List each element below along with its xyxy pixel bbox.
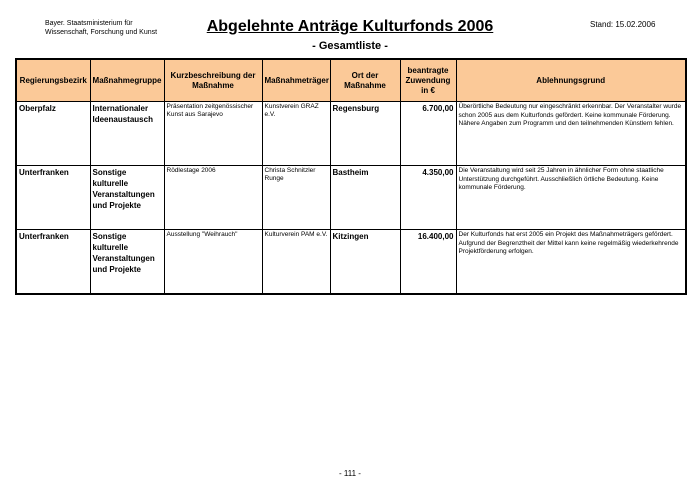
cell-bezirk: Oberpfalz xyxy=(16,102,90,166)
column-header-traeger: Maßnahmeträger xyxy=(262,59,330,102)
table-row xyxy=(16,102,686,166)
ministry-line-1: Bayer. Staatsministerium für xyxy=(45,20,133,27)
column-header-gruppe: Maßnahmegruppe xyxy=(90,59,164,102)
column-header-bezirk: Regierungsbezirk xyxy=(16,59,90,102)
cell-zuwendung: 16.400,00 xyxy=(400,230,456,295)
cell-traeger: Christa Schnitzler Runge xyxy=(262,166,330,230)
cell-gruppe: Sonstige kulturelle Veranstaltungen und Projekte xyxy=(90,166,164,230)
cell-gruppe: Sonstige kulturelle Veranstaltungen und Projekte xyxy=(90,230,164,295)
document-subtitle: - Gesamtliste - xyxy=(312,40,388,52)
cell-beschreibung: Ausstellung "Weihrauch" xyxy=(164,230,262,295)
column-header-grund: Ablehnungsgrund xyxy=(456,59,686,102)
table-header-row xyxy=(16,59,686,102)
table-row xyxy=(16,230,686,295)
cell-beschreibung: Rödlestage 2006 xyxy=(164,166,262,230)
cell-bezirk: Unterfranken xyxy=(16,166,90,230)
cell-ort: Regensburg xyxy=(330,102,400,166)
cell-grund: Überörtliche Bedeutung nur eingeschränkt erkennbar. Der Veranstalter wurde schon 2005 aus dem Kulturfonds gefördert. Keine kommunale Förderung. Nähere Angaben zum Programm und den teilnehmenden Künstlern fehlen. xyxy=(456,102,686,166)
cell-zuwendung: 6.700,00 xyxy=(400,102,456,166)
cell-traeger: Kunstverein GRAZ e.V. xyxy=(262,102,330,166)
cell-grund: Der Kulturfonds hat erst 2005 ein Projekt des Maßnahmeträgers gefördert. Aufgrund der Begrenztheit der Mittel kann keine regelmäßig wiederkehrende Projektförderung erfolgen. xyxy=(456,230,686,295)
cell-beschreibung: Präsentation zeitgenössischer Kunst aus Sarajevo xyxy=(164,102,262,166)
cell-zuwendung: 4.350,00 xyxy=(400,166,456,230)
document-title: Abgelehnte Anträge Kulturfonds 2006 xyxy=(206,18,494,35)
cell-grund: Die Veranstaltung wird seit 25 Jahren in ähnlicher Form ohne staatliche Unterstützung durchgeführt. Ausschließlich örtliche Bedeutung. Keine kommunale Förderung. xyxy=(456,166,686,230)
table-row xyxy=(16,166,686,230)
date-stamp: Stand: 15.02.2006 xyxy=(590,20,656,29)
column-header-zuwendung: beantragte Zuwendung in € xyxy=(400,59,456,102)
rejected-applications-table xyxy=(15,58,687,295)
page-number: - 111 - xyxy=(339,469,361,478)
column-header-beschreibung: Kurzbeschreibung der Maßnahme xyxy=(164,59,262,102)
cell-bezirk: Unterfranken xyxy=(16,230,90,295)
column-header-ort: Ort der Maßnahme xyxy=(330,59,400,102)
cell-traeger: Kulturverein PAM e.V. xyxy=(262,230,330,295)
cell-ort: Bastheim xyxy=(330,166,400,230)
cell-gruppe: Internationaler Ideenaustausch xyxy=(90,102,164,166)
cell-ort: Kitzingen xyxy=(330,230,400,295)
ministry-line-2: Wissenschaft, Forschung und Kunst xyxy=(45,29,158,36)
